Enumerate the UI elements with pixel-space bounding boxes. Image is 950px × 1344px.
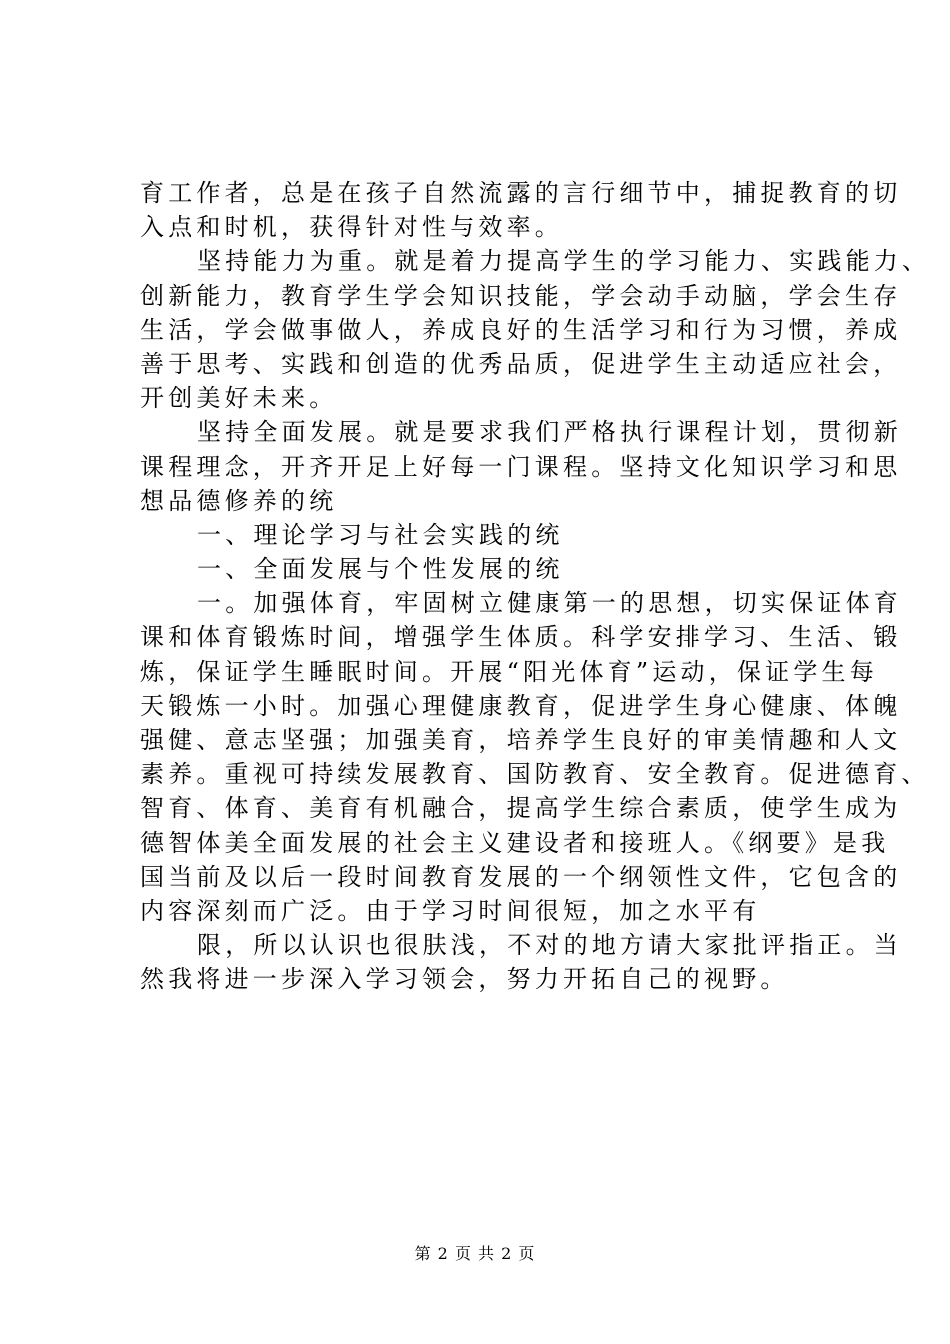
text-line: 一。加强体育，牢固树立健康第一的思想，切实保证体育 (197, 589, 902, 618)
text-line: 生活，学会做事做人，养成良好的生活学习和行为习惯，养成 (140, 315, 902, 344)
text-line: 素养。重视可持续发展教育、国防教育、安全教育。促进德育、 (140, 760, 930, 789)
document-body (140, 176, 931, 997)
text-line: 然我将进一步深入学习领会，努力开拓自己的视野。 (140, 965, 789, 994)
text-line: 育工作者，总是在孩子自然流露的言行细节中，捕捉教育的切 (140, 179, 902, 207)
text-line: 想品德修养的统 (140, 486, 338, 515)
text-line: 创新能力，教育学生学会知识技能，学会动手动脑，学会生存 (140, 281, 902, 310)
text-line: 炼，保证学生睡眠时间。开展“阳光体育”运动，保证学生每 (140, 657, 878, 686)
text-line: 一、全面发展与个性发展的统 (197, 555, 564, 584)
text-line: 开创美好未来。 (140, 384, 338, 413)
text-line: 课和体育锻炼时间，增强学生体质。科学安排学习、生活、锻 (140, 623, 902, 652)
text-line: 内容深刻而广泛。由于学习时间很短，加之水平有 (140, 896, 761, 925)
text-line: 课程理念，开齐开足上好每一门课程。坚持文化知识学习和思 (140, 452, 902, 481)
text-line: 善于思考、实践和创造的优秀品质，促进学生主动适应社会， (140, 349, 902, 378)
text-line: 限，所以认识也很肤浅，不对的地方请大家批评指正。当 (197, 931, 902, 960)
text-line: 天锻炼一小时。加强心理健康教育，促进学生身心健康、体魄 (140, 691, 902, 720)
text-line: 一、理论学习与社会实践的统 (197, 520, 564, 549)
text-line: 德智体美全面发展的社会主义建设者和接班人。《纲要》是我 (140, 828, 890, 857)
page-footer: 第 2 页 共 2 页 (414, 1244, 536, 1263)
text-line: 国当前及以后一段时间教育发展的一个纲领性文件，它包含的 (140, 862, 902, 891)
text-line: 强健、意志坚强；加强美育，培养学生良好的审美情趣和人文 (140, 726, 902, 754)
text-line: 坚持全面发展。就是要求我们严格执行课程计划，贯彻新 (197, 418, 902, 447)
text-line: 智育、体育、美育有机融合，提高学生综合素质，使学生成为 (140, 794, 902, 823)
text-line: 坚持能力为重。就是着力提高学生的学习能力、实践能力、 (197, 247, 931, 276)
text-line: 入点和时机，获得针对性与效率。 (140, 213, 563, 242)
